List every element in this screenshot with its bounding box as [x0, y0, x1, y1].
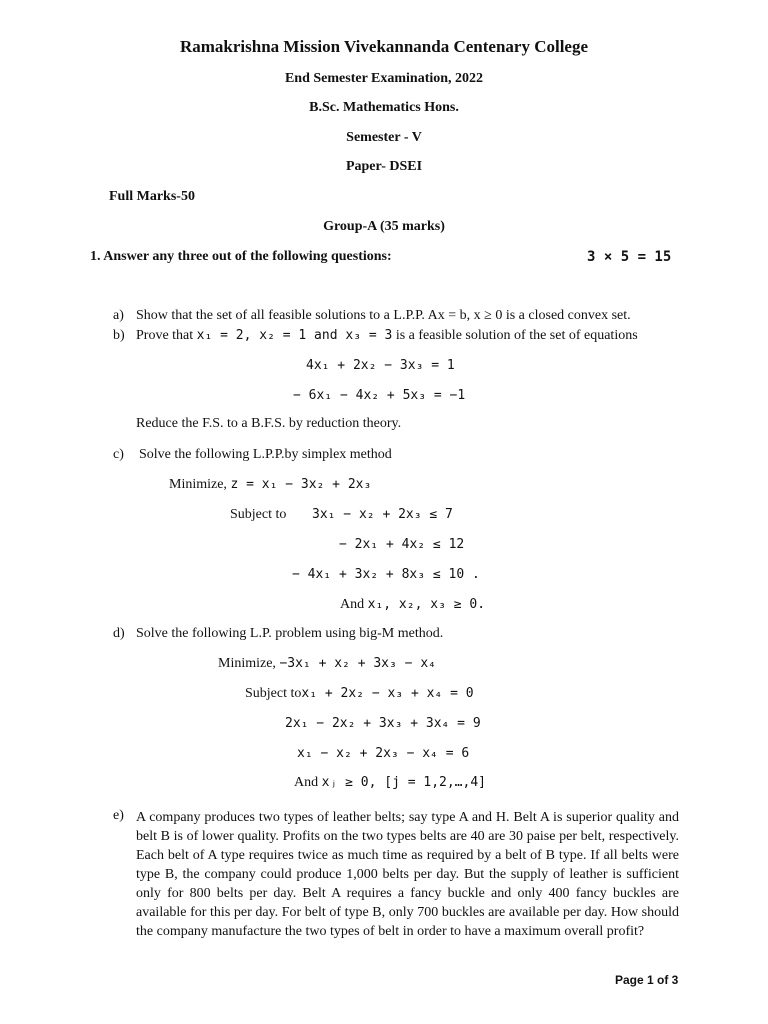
group-title: Group-A (35 marks) [323, 219, 445, 234]
paper-title: Paper- DSEI [345, 159, 423, 174]
question-c-text: Solve the following L.P.P.by simplex method [139, 447, 392, 462]
question-b-prefix: Prove that [136, 328, 194, 343]
question-d-minimize [218, 656, 436, 672]
question-c-minimize-label: Minimize, [169, 477, 227, 492]
question-b-suffix: is a feasible solution of the set of equations [395, 328, 638, 343]
question-c-objective: z = x₁ − 3x₂ + 2x₃ [230, 477, 372, 492]
question-c-and-label: And [340, 597, 365, 612]
question-d-label: d) [113, 626, 125, 641]
question-c-constraint-3: − 4x₁ + 3x₂ + 8x₃ ≤ 10 . [292, 567, 480, 582]
question-d-constraint-3: x₁ − x₂ + 2x₃ − x₄ = 6 [297, 746, 470, 761]
question-c-nonneg-values: x₁, x₂, x₃ ≥ 0. [367, 597, 486, 612]
page-number: Page 1 of 3 [615, 973, 679, 987]
question-b-reduce: Reduce the F.S. to a B.F.S. by reduction theory. [136, 416, 402, 431]
full-marks: Full Marks-50 [109, 189, 195, 204]
college-name: Ramakrishna Mission Vivekannanda Centenary College [179, 37, 589, 56]
question-d-text: Solve the following L.P. problem using big-M method. [136, 626, 444, 641]
question-e-label: e) [113, 808, 124, 823]
question-d-minimize-label: Minimize, [218, 656, 276, 671]
question-a-label: a) [113, 308, 124, 323]
instruction-marks: 3 × 5 = 15 [587, 249, 672, 265]
question-d-constraint-2: 2x₁ − 2x₂ + 3x₃ + 3x₄ = 9 [285, 716, 481, 731]
question-c-constraint-2: − 2x₁ + 4x₂ ≤ 12 [339, 537, 465, 552]
question-c-minimize [169, 477, 371, 493]
question-c-label: c) [113, 447, 124, 462]
question-c-constraint-1: 3x₁ − x₂ + 2x₃ ≤ 7 [312, 507, 453, 522]
question-d-and-label: And [294, 775, 319, 790]
question-c-subject-label: Subject to [230, 507, 287, 522]
course-title: B.Sc. Mathematics Hons. [309, 100, 459, 115]
question-b-equation-2: − 6x₁ − 4x₂ + 5x₃ = −1 [293, 388, 466, 403]
question-b-label: b) [113, 328, 125, 343]
question-d-nonneg [294, 775, 486, 791]
question-d-objective: −3x₁ + x₂ + 3x₃ − x₄ [279, 656, 436, 671]
instruction-text: 1. Answer any three out of the following questions: [90, 249, 392, 264]
question-d-constraint-1: x₁ + 2x₂ − x₃ + x₄ = 0 [301, 686, 474, 701]
semester-title: Semester - V [346, 130, 422, 145]
exam-title: End Semester Examination, 2022 [284, 71, 484, 86]
question-b-line [136, 328, 638, 344]
question-c-nonneg [340, 597, 485, 613]
question-d-subject-label: Subject to [245, 686, 302, 701]
question-d-subject [245, 686, 474, 702]
question-d-nonneg-values: xⱼ ≥ 0, [j = 1,2,…,4] [321, 775, 486, 790]
question-b-equation-1: 4x₁ + 2x₂ − 3x₃ = 1 [306, 358, 455, 373]
question-a-text: Show that the set of all feasible solutions to a L.P.P. Ax = b, x ≥ 0 is a closed convex set. [136, 308, 631, 323]
question-b-values: x₁ = 2, x₂ = 1 and x₃ = 3 [196, 328, 393, 343]
question-e-text: A company produces two types of leather belts; say type A and H. Belt A is superior quality and belt B is of lower quality. Profits on the two types belts are 40 are 30 paise per belt, respectively. Each belt of A type requires twice as much time as required by a belt of B type. If all belts were type B, the company could produce 1,000 belts per day. But the supply of leather is sufficient only for 800 belts per day. Belt A requires a fancy buckle and only 400 fancy buckles are available for this per day. For belt of type B, only 700 buckles are available per day. How should the company manufacture the two types of belt in order to have a maximum overall profit? [136, 810, 679, 939]
